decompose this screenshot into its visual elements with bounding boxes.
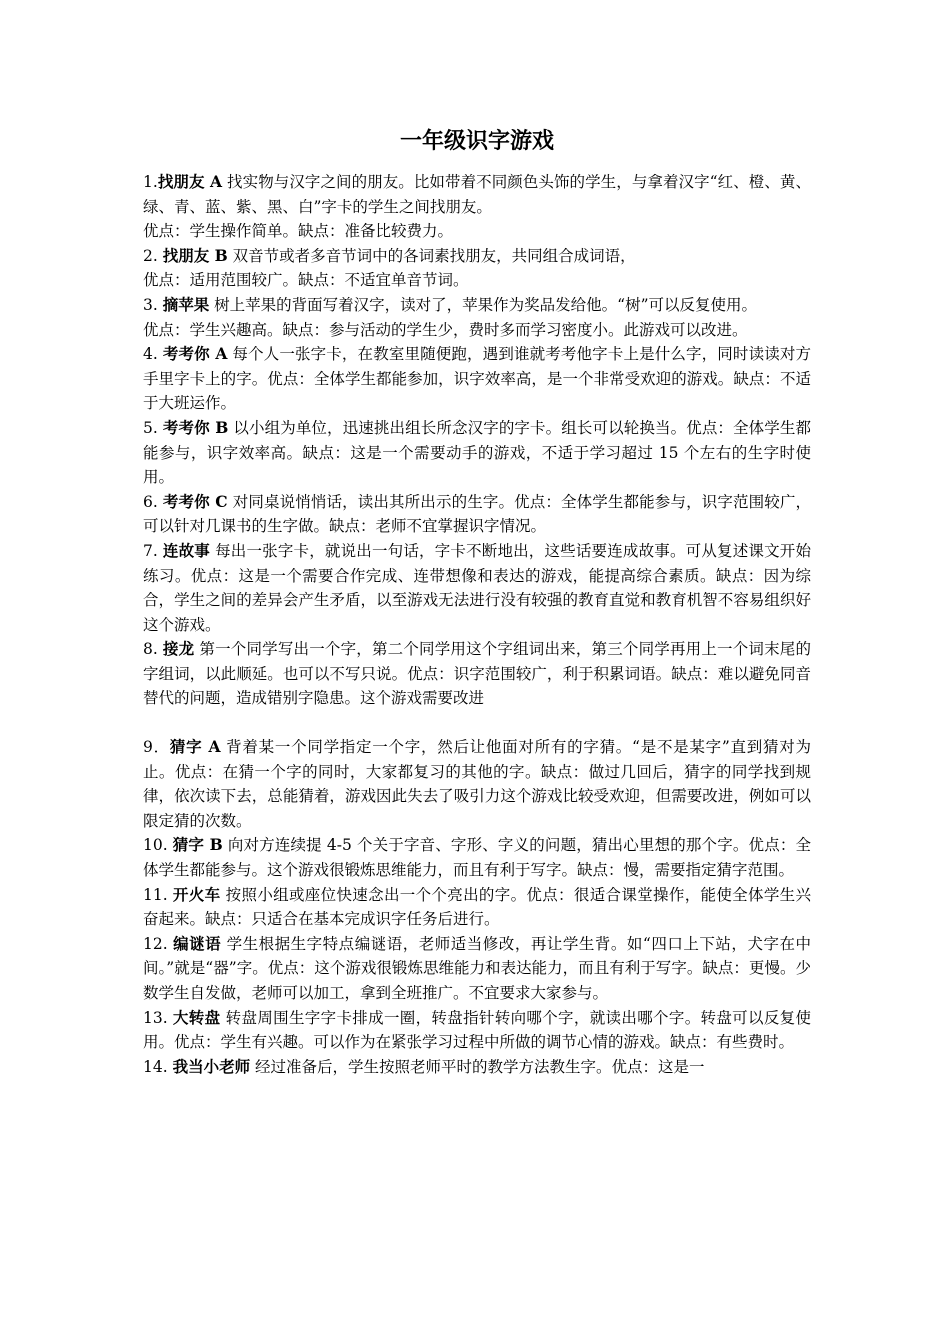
entry-number: 13.	[143, 1008, 173, 1027]
game-name: 编谜语	[173, 933, 222, 953]
entry-number: 3.	[143, 295, 163, 314]
document-page	[143, 128, 811, 1079]
game-name: 开火车	[172, 884, 221, 904]
game-description: 向对方连续提 4-5 个关于字音、字形、字义的问题，猜出心里想的那个字。优点：全体学生都能参与。这个游戏很锻炼思维能力，而且有利于写字。缺点：慢，需要指定猜字范围。	[143, 836, 812, 880]
game-entry	[143, 833, 811, 882]
game-entry	[143, 883, 811, 932]
entry-number: 9．	[143, 738, 170, 757]
game-name: 考考你 C	[162, 491, 228, 511]
game-description: 每个人一张字卡，在教室里随便跑，遇到谁就考考他字卡上是什么字，同时读读对方手里字卡上的字。优点：全体学生都能参加，识字效率高，是一个非常受欢迎的游戏。缺点：不适于大班运作。	[143, 345, 811, 413]
game-name: 摘苹果	[162, 294, 210, 314]
game-description: 以小组为单位，迅速挑出组长所念汉字的字卡。组长可以轮换当。优点：全体学生都能参与，识字效率高。缺点：这是一个需要动手的游戏，不适于学习超过 15 个左右的生字时使用。	[143, 418, 812, 487]
game-entry	[143, 244, 811, 269]
game-description: 第一个同学写出一个字，第二个同学用这个字组词出来，第三个同学再用上一个词末尾的字组词，以此顺延。也可以不写只说。优点：识字范围较广，利于积累词语。缺点：难以避免同音替代的问题，造成错别字隐患。这个游戏需要改进	[143, 640, 811, 708]
entry-number: 2.	[143, 246, 163, 265]
game-name: 找朋友 B	[162, 245, 228, 265]
game-name: 考考你 A	[162, 344, 228, 364]
entry-list	[143, 170, 811, 1079]
game-description: 双音节或者多音节词中的各词素找朋友，共同组合成词语，	[227, 246, 636, 265]
game-entry	[143, 637, 811, 711]
game-entry	[143, 490, 811, 539]
entry-number: 8.	[143, 640, 163, 659]
game-description: 每出一张字卡，就说出一句话，字卡不断地出，这些话要连成故事。可从复述课文开始练习。优点：这是一个需要合作完成、连带想像和表达的游戏，能提高综合素质。缺点：因为综合，学生之间的差异会产生矛盾，以至游戏无法进行没有较强的教育直觉和教育机智不容易组织好这个游戏。	[143, 541, 811, 634]
game-name: 接龙	[162, 639, 195, 659]
game-name: 连故事	[162, 540, 210, 560]
entry-number: 6.	[143, 492, 163, 511]
page-title: 一年级识字游戏	[399, 129, 554, 154]
game-entry	[143, 1055, 811, 1080]
entry-number: 14.	[143, 1057, 173, 1076]
game-description: 按照小组或座位快速念出一个个亮出的字。优点：很适合课堂操作，能使全体学生兴奋起来。缺点：只适合在基本完成识字任务后进行。	[143, 885, 811, 929]
pros-cons-line: 优点：学生兴趣高。缺点：参与活动的学生少，费时多而学习密度小。此游戏可以改进。	[143, 320, 748, 339]
game-entry	[143, 1006, 811, 1055]
pros-cons-line: 优点：学生操作简单。缺点：准备比较费力。	[143, 222, 454, 241]
entry-number: 7.	[143, 541, 163, 560]
game-description: 转盘周围生字字卡排成一圈，转盘指针转向哪个字，就读出哪个字。转盘可以反复使用。优点：学生有兴趣。可以作为在紧张学习过程中所做的调节心情的游戏。缺点：有些费时。	[143, 1008, 811, 1052]
game-entry	[143, 416, 811, 490]
game-name: 找朋友 A	[157, 172, 223, 191]
game-entry	[143, 293, 811, 318]
game-entry	[143, 342, 811, 416]
entry-number: 11.	[143, 885, 173, 904]
game-description: 找实物与汉字之间的朋友。比如带着不同颜色头饰的学生，与拿着汉字“红、橙、黄、绿、青、蓝、紫、黑、白”字卡的学生之间找朋友。	[143, 173, 811, 216]
entry-number: 4.	[143, 345, 163, 364]
pros-cons-line: 优点：适用范围较广。缺点：不适宜单音节词。	[143, 271, 469, 290]
entry-number: 10.	[143, 836, 173, 855]
game-name: 猜字 A	[169, 737, 221, 757]
game-name: 猜字 B	[172, 835, 223, 855]
game-description: 经过准备后，学生按照老师平时的教学方法教生字。优点：这是一	[250, 1057, 705, 1076]
game-entry	[143, 539, 811, 637]
entry-number: 5.	[143, 418, 163, 437]
entry-number: 1.	[143, 173, 158, 191]
game-entry	[143, 932, 811, 1006]
game-description: 背着某一个同学指定一个字，然后让他面对所有的字猜。“是不是某字”直到猜对为止。优点：在猜一个字的同时，大家都复习的其他的字。缺点：做过几回后，猜字的同学找到规律，依次读下去，总能猜着，游戏因此失去了吸引力这个游戏比较受欢迎，但需要改进，例如可以限定猜的次数。	[143, 738, 811, 830]
game-description: 树上苹果的背面写着汉字，读对了，苹果作为奖品发给他。“树”可以反复使用。	[209, 295, 758, 314]
game-description: 对同桌说悄悄话，读出其所出示的生字。优点：全体学生都能参与，识字范围较广，可以针对几课书的生字做。缺点：老师不宜掌握识字情况。	[143, 492, 812, 536]
game-entry	[143, 735, 811, 833]
entry-number: 12.	[143, 934, 174, 953]
game-entry	[143, 170, 811, 219]
game-name: 大转盘	[172, 1007, 221, 1027]
game-name: 考考你 B	[162, 417, 229, 437]
game-name: 我当小老师	[172, 1056, 251, 1076]
game-description: 学生根据生字特点编谜语，老师适当修改，再让学生背。如“四口上下站，犬字在中间。”就是“器”字。优点：这个游戏很锻炼思维能力和表达能力，而且有利于写字。缺点：更慢。少数学生自发做，老师可以加工，拿到全班推广。不宜要求大家参与。	[143, 934, 811, 1002]
